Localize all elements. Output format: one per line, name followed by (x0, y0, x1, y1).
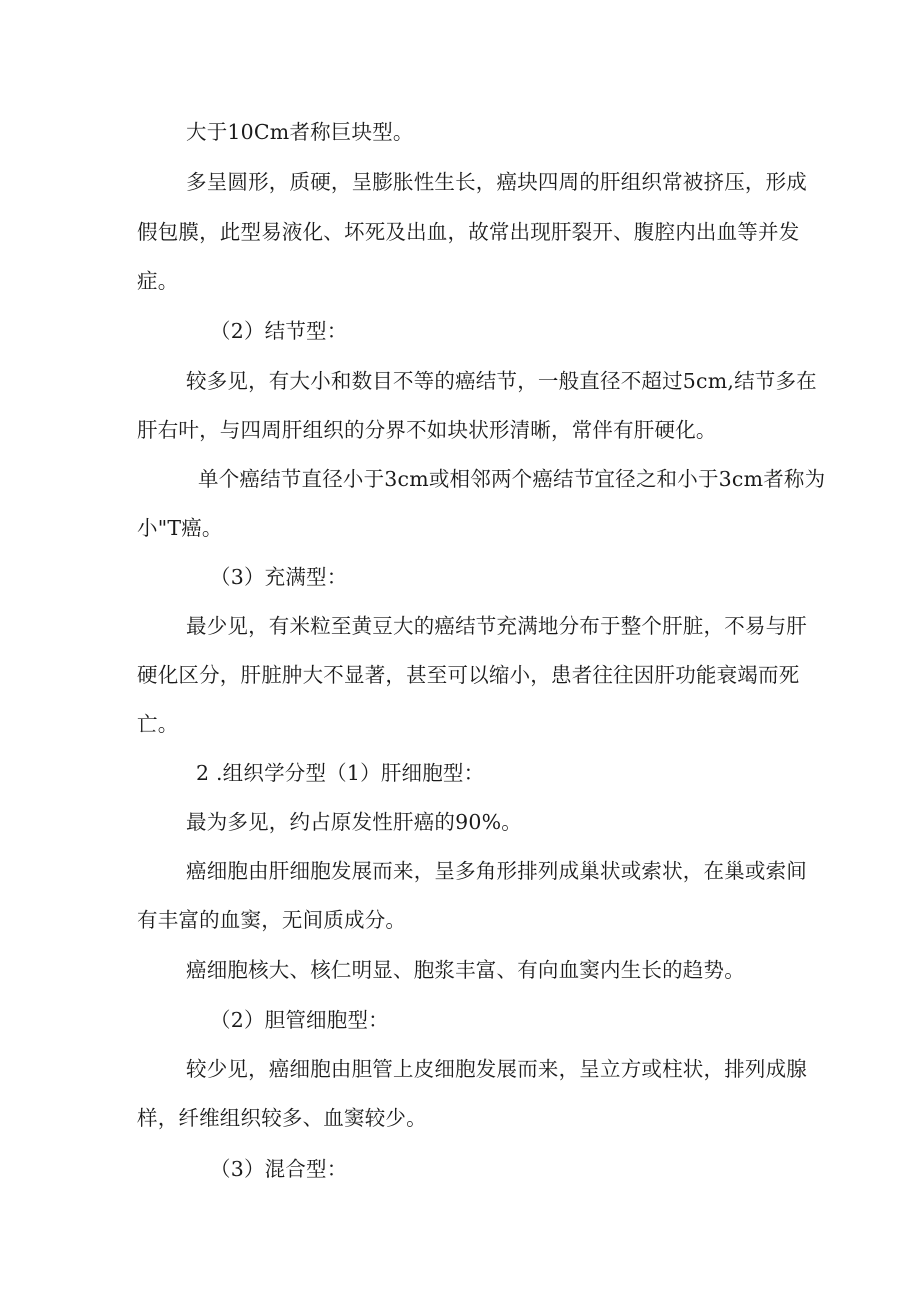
para-small-cancer-line2: 小"T癌。 (137, 516, 223, 540)
para-hepatocellular-prevalence: 最为多见，约占原发性肝癌的90%。 (186, 810, 522, 834)
para-hepatocellular-origin-line1: 癌细胞由肝细胞发展而来，呈多角形排列成巢状或索状，在巢或索间 (186, 859, 807, 883)
heading-histological-classification: 2 .组织学分型（1）肝细胞型： (196, 761, 485, 785)
para-cholangiocellular-line1: 较少见，癌细胞由胆管上皮细胞发展而来，呈立方或柱状，排列成腺 (186, 1057, 807, 1081)
heading-cholangiocellular-type: （2）胆管细胞型： (210, 1008, 389, 1032)
para-small-cancer-line1: 单个癌结节直径小于3cm或相邻两个癌结节宜径之和小于3cm者称为 (198, 467, 826, 491)
para-hepatocellular-origin-line2: 有丰富的血窦，无间质成分。 (137, 908, 407, 932)
heading-nodular-type: （2）结节型： (210, 319, 348, 343)
para-cholangiocellular-line2: 样，纤维组织较多、血窦较少。 (137, 1106, 427, 1130)
para-diffuse-line2: 硬化区分，肝脏肿大不显著，甚至可以缩小，患者往往因肝功能衰竭而死 (137, 663, 800, 687)
heading-diffuse-type: （3）充满型： (210, 565, 348, 589)
para-nodular-line1: 较多见，有大小和数目不等的癌结节，一般直径不超过5cm,结节多在 (186, 369, 817, 393)
para-diffuse-line3: 亡。 (137, 712, 179, 736)
para-mass-description-line2: 假包膜，此型易液化、坏死及出血，故常出现肝裂开、腹腔内出血等并发 (137, 220, 800, 244)
para-mass-description-line1: 多呈圆形，质硬，呈膨胀性生长，癌块四周的肝组织常被挤压，形成 (186, 170, 807, 194)
para-diffuse-line1: 最少见，有米粒至黄豆大的癌结节充满地分布于整个肝脏，不易与肝 (186, 614, 807, 638)
para-mass-description-line3: 症。 (137, 269, 179, 293)
heading-mixed-type: （3）混合型： (210, 1157, 348, 1181)
para-nodular-line2: 肝右叶，与四周肝组织的分界不如块状形清晰，常伴有肝硬化。 (137, 418, 717, 442)
para-hepatocellular-features: 癌细胞核大、核仁明显、胞浆丰富、有向血窦内生长的趋势。 (186, 958, 745, 982)
para-giant-mass-type: 大于10Cm者称巨块型。 (186, 120, 414, 144)
